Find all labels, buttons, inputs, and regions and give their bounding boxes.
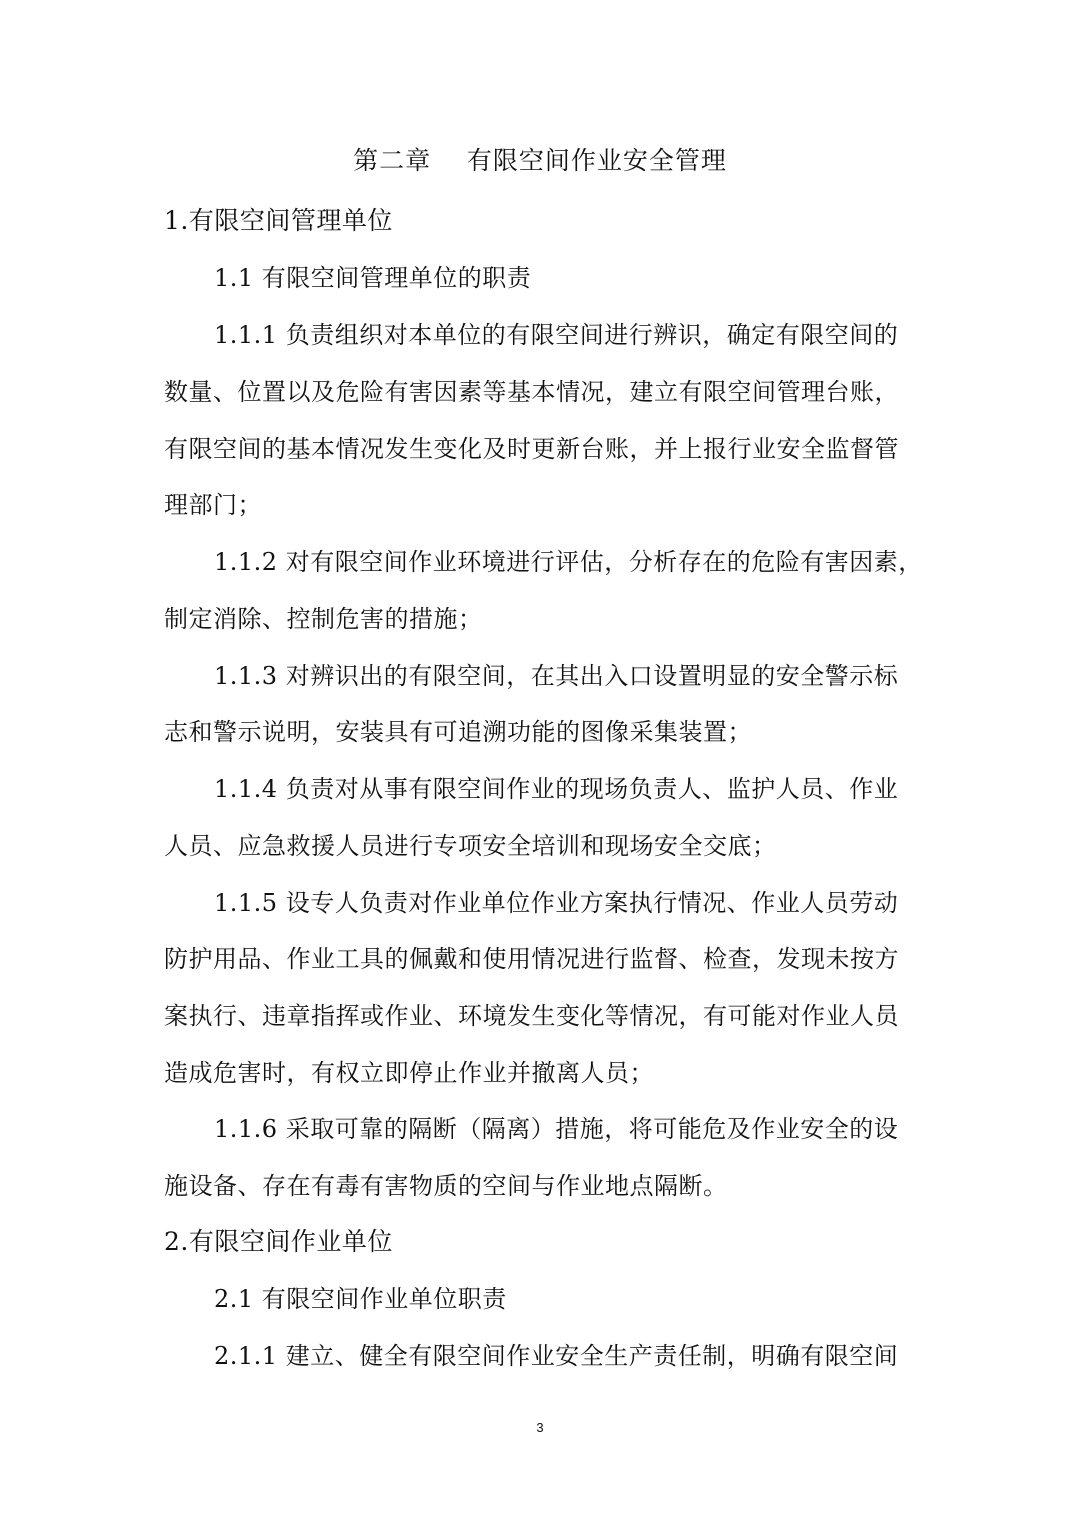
- chapter-title: 第二章 有限空间作业安全管理: [353, 146, 727, 175]
- subsection-heading: 2.1 有限空间作业单位职责: [214, 1285, 507, 1313]
- paragraph-line: 防护用品、作业工具的佩戴和使用情况进行监督、检查，发现未按方: [164, 945, 899, 973]
- section-heading: 1.有限空间管理单位: [164, 206, 393, 235]
- paragraph-line: 有限空间的基本情况发生变化及时更新台账，并上报行业安全监督管: [164, 435, 899, 463]
- paragraph-line: 1.1.2 对有限空间作业环境进行评估，分析存在的危险有害因素，: [214, 548, 923, 576]
- paragraph-line: 1.1.5 设专人负责对作业单位作业方案执行情况、作业人员劳动: [214, 889, 899, 917]
- paragraph-line: 1.1.1 负责组织对本单位的有限空间进行辨识，确定有限空间的: [214, 321, 899, 349]
- paragraph-line: 理部门；: [164, 491, 262, 519]
- page-number: 3: [536, 1420, 544, 1435]
- paragraph-line: 案执行、违章指挥或作业、环境发生变化等情况，有可能对作业人员: [164, 1002, 899, 1030]
- paragraph-line: 施设备、存在有毒有害物质的空间与作业地点隔断。: [164, 1172, 728, 1200]
- paragraph-line: 造成危害时，有权立即停止作业并撤离人员；: [164, 1059, 654, 1087]
- paragraph-line: 志和警示说明，安装具有可追溯功能的图像采集装置；: [164, 718, 752, 746]
- paragraph-line: 制定消除、控制危害的措施；: [164, 605, 483, 633]
- subsection-heading: 1.1 有限空间管理单位的职责: [214, 264, 532, 292]
- paragraph-line: 数量、位置以及危险有害因素等基本情况，建立有限空间管理台账，: [164, 378, 899, 406]
- paragraph-line: 1.1.3 对辨识出的有限空间，在其出入口设置明显的安全警示标: [214, 662, 899, 690]
- paragraph-line: 1.1.4 负责对从事有限空间作业的现场负责人、监护人员、作业: [214, 775, 899, 803]
- paragraph-line: 2.1.1 建立、健全有限空间作业安全生产责任制，明确有限空间: [214, 1342, 899, 1370]
- paragraph-line: 人员、应急救援人员进行专项安全培训和现场安全交底；: [164, 832, 777, 860]
- paragraph-line: 1.1.6 采取可靠的隔断（隔离）措施，将可能危及作业安全的设: [214, 1115, 899, 1143]
- section-heading: 2.有限空间作业单位: [164, 1227, 393, 1256]
